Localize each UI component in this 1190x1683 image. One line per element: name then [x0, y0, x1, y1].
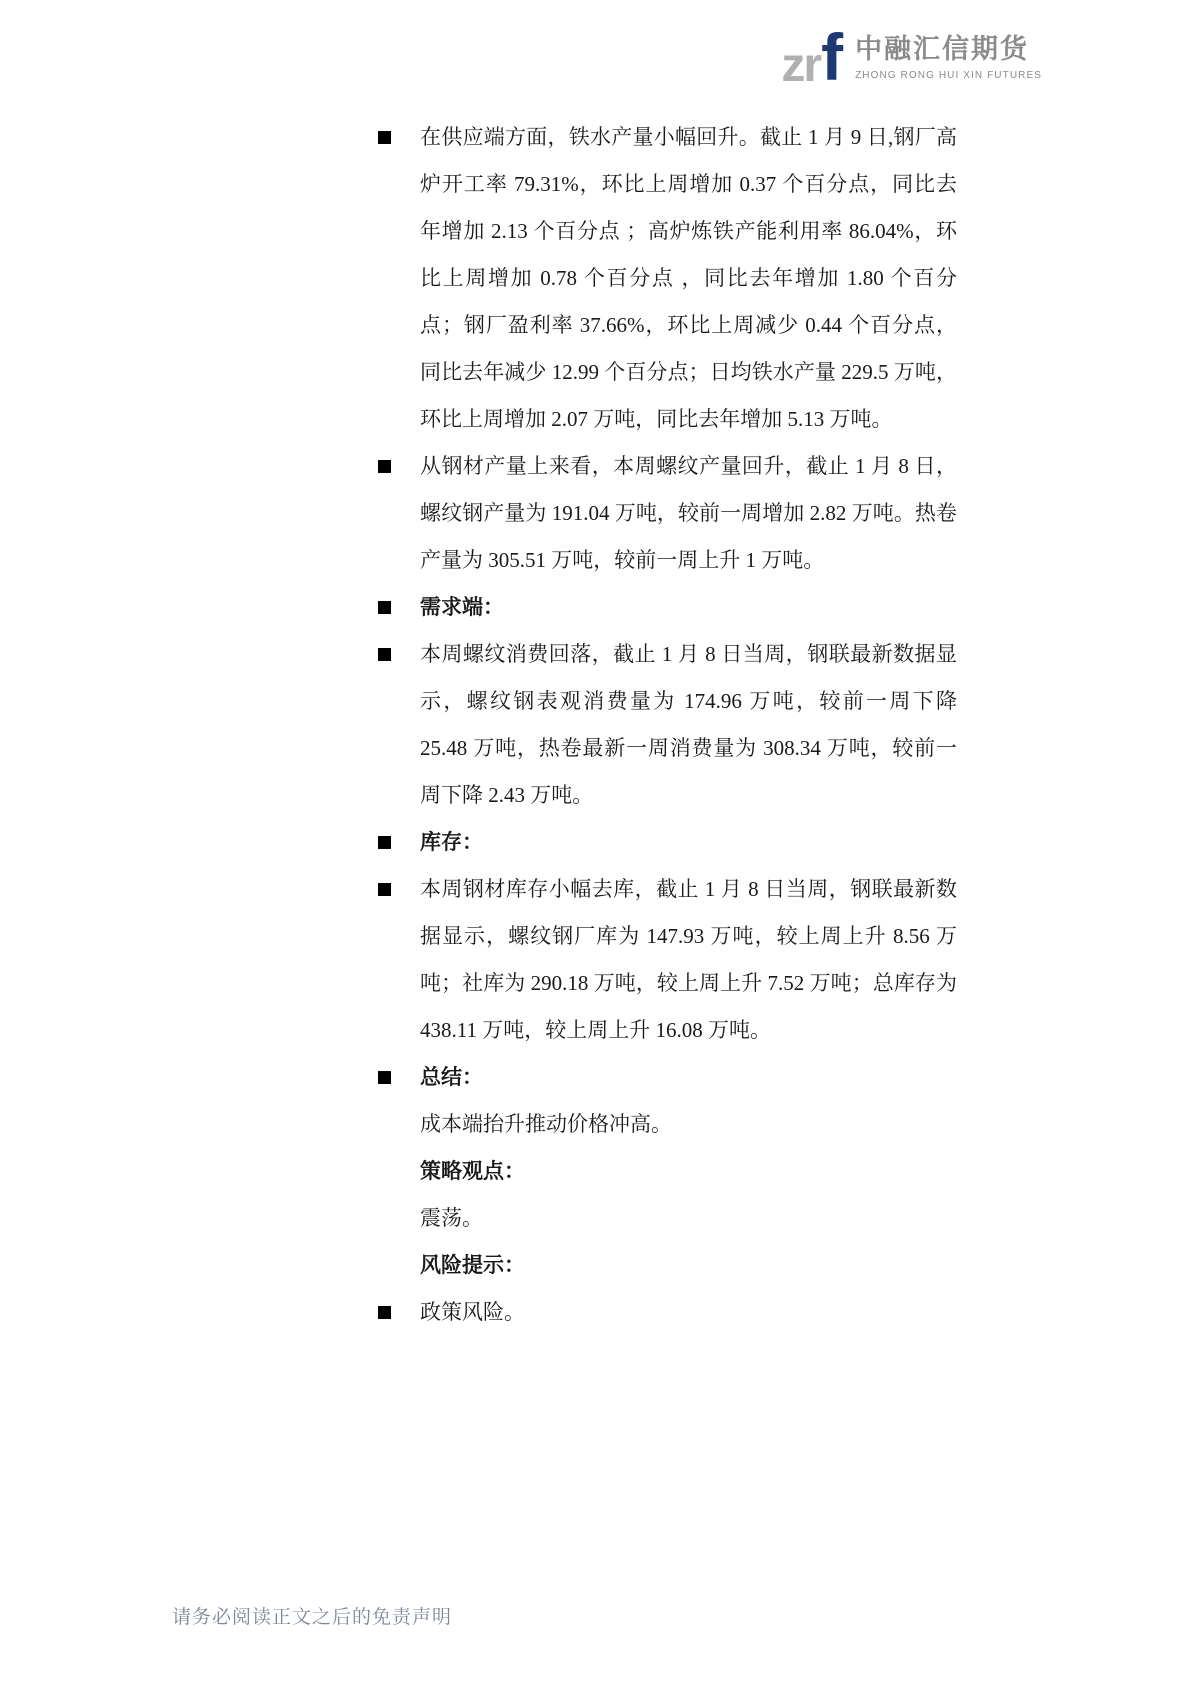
list-item-demand	[420, 631, 957, 819]
bullet-square-icon	[378, 648, 391, 661]
footer-disclaimer: 请务必阅读正文之后的免责声明	[172, 1607, 453, 1628]
company-name-en: ZHONG RONG HUI XIN FUTURES	[855, 69, 1042, 81]
list-item-supply	[420, 114, 957, 443]
zrf-logo-icon	[781, 20, 842, 94]
bullet-square-icon	[378, 883, 391, 896]
paragraph-inventory: 本周钢材库存小幅去库，截止 1 月 8 日当周，钢联最新数据显示，螺纹钢厂库为 147.93 万吨，较上周上升 8.56 万吨；社库为 290.18 万吨，较上周上升 7.52 万吨；总库存为 438.11 万吨，较上周上升 16.08 万吨。	[420, 877, 957, 1042]
list-item-demand-heading	[420, 584, 957, 631]
list-item-risk	[420, 1289, 957, 1336]
bullet-square-icon	[378, 836, 391, 849]
logo-letters-zr: zr	[781, 39, 821, 92]
paragraph-strategy: 震荡。	[420, 1206, 483, 1230]
paragraph-steel-output: 从钢材产量上来看，本周螺纹产量回升，截止 1 月 8 日，螺纹钢产量为 191.04 万吨，较前一周增加 2.82 万吨。热卷产量为 305.51 万吨，较前一周上升 1 万吨。	[420, 454, 957, 572]
list-item-strategy-heading	[420, 1148, 957, 1195]
list-item-summary-heading	[420, 1054, 957, 1101]
bullet-square-icon	[378, 1071, 391, 1084]
logo-names	[855, 33, 1042, 80]
paragraph-summary: 成本端抬升推动价格冲高。	[420, 1112, 672, 1136]
list-item-strategy	[420, 1195, 957, 1242]
list-item-inventory-heading	[420, 819, 957, 866]
list-item-steel-output	[420, 443, 957, 584]
bullet-square-icon	[378, 1306, 391, 1319]
heading-summary: 总结：	[420, 1065, 483, 1089]
paragraph-risk: 政策风险。	[420, 1300, 525, 1324]
bullet-square-icon	[378, 460, 391, 473]
company-name-cn: 中融汇信期货	[855, 34, 1030, 65]
company-logo	[781, 20, 1042, 94]
list-item-risk-heading	[420, 1242, 957, 1289]
paragraph-supply: 在供应端方面，铁水产量小幅回升。截止 1 月 9 日,钢厂高炉开工率 79.31%，环比上周增加 0.37 个百分点，同比去年增加 2.13 个百分点 ；高炉炼铁产能利用率 86.04%，环比上周增加 0.78 个百分点 ，同比去年增加 1.80 个百分点；钢厂盈利率 37.66%，环比上周减少 0.44 个百分点，同比去年减少 12.99 个百分点；日均铁水产量 229.5 万吨，环比上周增加 2.07 万吨，同比去年增加 5.13 万吨。	[420, 125, 957, 431]
logo-letter-f: f	[821, 20, 842, 94]
heading-risk: 风险提示：	[420, 1253, 525, 1277]
list-item-inventory	[420, 866, 957, 1054]
list-item-summary	[420, 1101, 957, 1148]
heading-demand: 需求端：	[420, 595, 504, 619]
report-body	[420, 114, 957, 1336]
bullet-square-icon	[378, 131, 391, 144]
bullet-square-icon	[378, 601, 391, 614]
heading-strategy: 策略观点：	[420, 1159, 525, 1183]
paragraph-demand: 本周螺纹消费回落，截止 1 月 8 日当周，钢联最新数据显示，螺纹钢表观消费量为 174.96 万吨，较前一周下降 25.48 万吨，热卷最新一周消费量为 308.34 万吨，较前一周下降 2.43 万吨。	[420, 642, 957, 807]
heading-inventory: 库存：	[420, 830, 483, 854]
